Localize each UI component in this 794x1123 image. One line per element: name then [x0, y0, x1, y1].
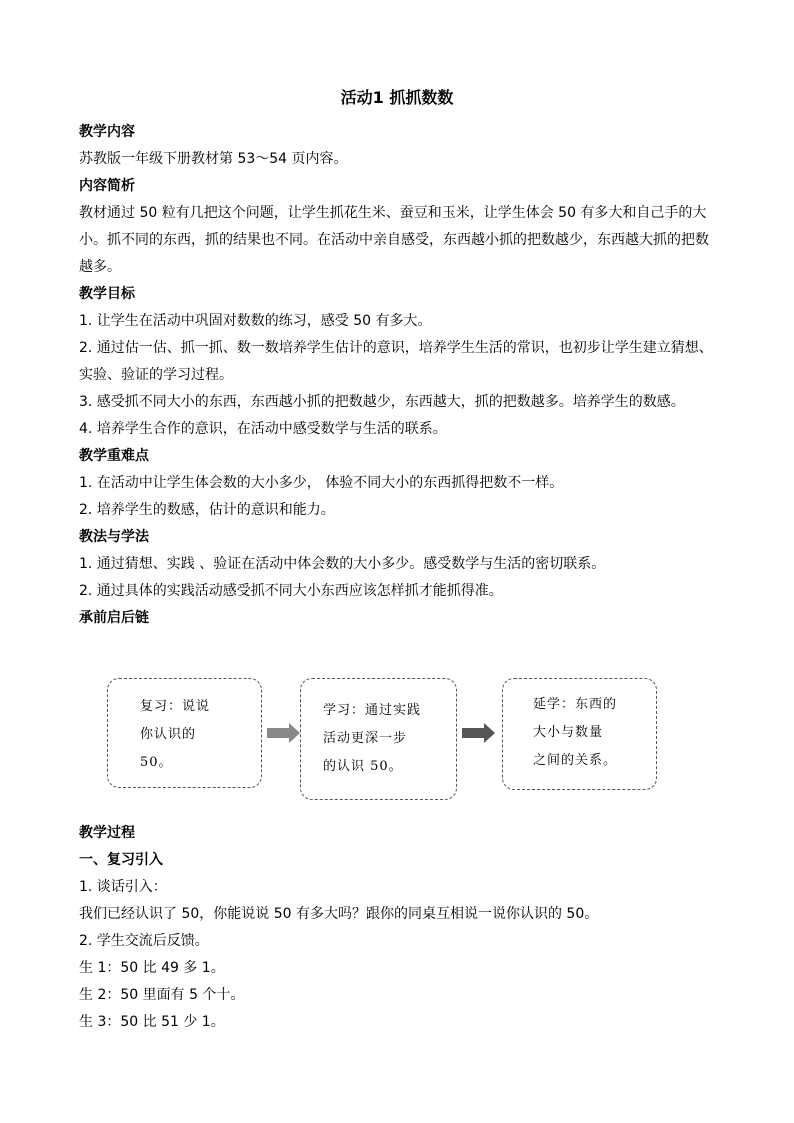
section-heading-keypoints: 教学重难点	[79, 448, 149, 464]
goal-item: 2. 通过估一估、抓一抓、数一数培养学生估计的意识，培养学生生活的常识，也初步让学生建立猜想、实验、验证的学习过程。	[79, 340, 713, 383]
goal-item: 1. 让学生在活动中巩固对数数的练习，感受 50 有多大。	[79, 313, 432, 329]
flow-box-line: 学习：通过实践	[323, 703, 422, 718]
flow-box-extend	[502, 678, 657, 790]
flow-box-review	[107, 678, 262, 788]
process-line: 生 1：50 比 49 多 1。	[79, 960, 225, 976]
process-line: 1. 谈话引入：	[79, 879, 167, 895]
section-text-analysis: 教材通过 50 粒有几把这个问题，让学生抓花生米、蚕豆和玉米，让学生体会 50 有多大和自己手的大小。抓不同的东西，抓的结果也不同。在活动中亲自感受，东西越小抓的把数越少，东西越大抓的把数越多。	[79, 205, 709, 275]
section-heading-content: 教学内容	[79, 124, 135, 140]
goal-item: 3. 感受抓不同大小的东西，东西越小抓的把数越少，东西越大，抓的把数越多。培养学生的数感。	[79, 394, 685, 410]
flow-box-line: 你认识的	[140, 727, 197, 742]
flow-box-line: 延学：东西的	[533, 697, 618, 712]
process-line: 生 3：50 比 51 少 1。	[79, 1014, 225, 1030]
flow-box-line: 的认识 50。	[323, 759, 403, 774]
keypoint-item: 2. 培养学生的数感，估计的意识和能力。	[79, 502, 335, 518]
flow-box-line: 50。	[140, 755, 173, 770]
flow-box-line: 之间的关系。	[533, 753, 618, 768]
flow-box-line: 复习：说说	[140, 699, 211, 714]
learning-chain-diagram	[107, 678, 657, 800]
keypoint-item: 1. 在活动中让学生体会数的大小多少， 体验不同大小的东西抓得把数不一样。	[79, 475, 564, 491]
right-arrow-icon	[462, 722, 496, 744]
process-line: 生 2：50 里面有 5 个十。	[79, 987, 245, 1003]
document-body	[79, 119, 719, 632]
process-line: 2. 学生交流后反馈。	[79, 933, 209, 949]
section-heading-goals: 教学目标	[79, 286, 135, 302]
process-line: 我们已经认识了 50，你能说说 50 有多大吗？跟你的同桌互相说一说你认识的 50。	[79, 906, 599, 922]
subsection-heading-review: 一、复习引入	[79, 852, 163, 868]
section-heading-chain: 承前启后链	[79, 610, 149, 626]
section-heading-process: 教学过程	[79, 825, 135, 841]
flow-box-learn	[300, 678, 457, 800]
goal-item: 4. 培养学生合作的意识，在活动中感受数学与生活的联系。	[79, 421, 447, 437]
section-heading-methods: 教法与学法	[79, 529, 149, 545]
method-item: 2. 通过具体的实践活动感受抓不同大小东西应该怎样抓才能抓得准。	[79, 583, 503, 599]
section-text-content: 苏教版一年级下册教材第 53～54 页内容。	[79, 151, 348, 167]
right-arrow-icon	[267, 722, 301, 744]
section-heading-analysis: 内容简析	[79, 178, 135, 194]
flow-box-line: 活动更深一步	[323, 731, 408, 746]
page-title: 活动1 抓抓数数	[340, 88, 454, 107]
flow-box-line: 大小与数量	[533, 725, 604, 740]
method-item: 1. 通过猜想、实践 、验证在活动中体会数的大小多少。感受数学与生活的密切联系。	[79, 556, 606, 572]
teaching-process	[79, 820, 719, 1036]
